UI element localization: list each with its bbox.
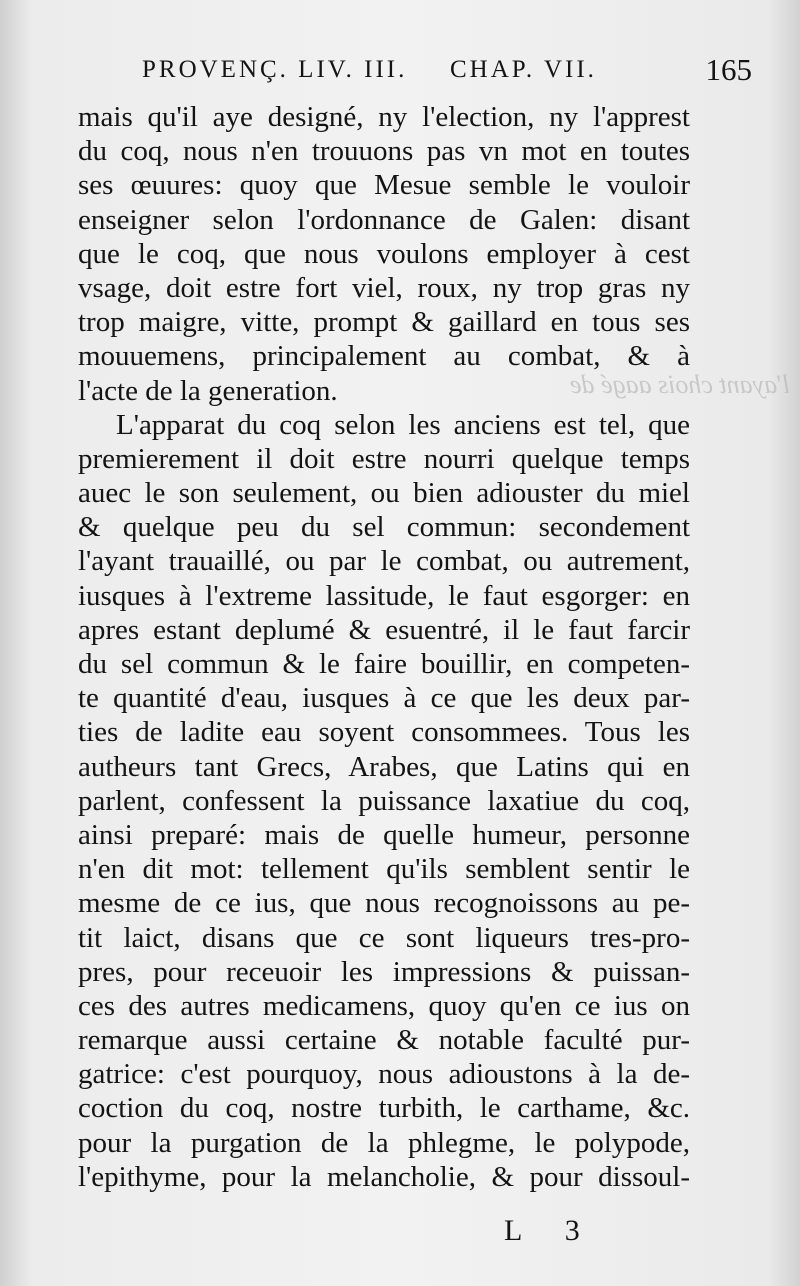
- text-line: du coq, nous n'en trouuons pas vn mot en toutes: [78, 135, 690, 168]
- signature-mark: L 3: [504, 1214, 598, 1247]
- text-line: ces des autres medicamens, quoy qu'en ce ius on: [78, 989, 690, 1022]
- text-line: apres estant deplumé & esuentré, il le faut farcir: [78, 613, 690, 646]
- text-line: l'acte de la generation.: [78, 374, 338, 407]
- text-line: l'epithyme, pour la melancholie, & pour dissoul-: [78, 1160, 690, 1193]
- running-head-chapter: CHAP. VII.: [450, 56, 597, 83]
- bleed-through-text: l'ayant chois aagé de: [569, 370, 790, 399]
- text-line: ses œuures: quoy que Mesue semble le vouloir: [78, 169, 690, 202]
- text-line: auec le son seulement, ou bien adiouster du miel: [78, 477, 690, 510]
- text-line: remarque aussi certaine & notable faculté pur-: [78, 1024, 690, 1057]
- page-number: 165: [705, 52, 752, 87]
- text-line: & quelque peu du sel commun: secondement: [78, 511, 690, 544]
- text-line: mouuemens, principalement au combat, & à: [78, 340, 690, 373]
- text-line: ainsi preparé: mais de quelle humeur, personne: [78, 818, 690, 851]
- text-line: premierement il doit estre nourri quelque temps: [78, 442, 690, 475]
- text-line: mais qu'il aye designé, ny l'election, ny l'apprest: [78, 101, 690, 133]
- text-line: que le coq, que nous voulons employer à cest: [78, 237, 690, 270]
- text-line: iusques à l'extreme lassitude, le faut esgorger: en: [78, 579, 690, 612]
- text-line: vsage, doit estre fort viel, roux, ny trop gras ny: [78, 271, 690, 304]
- text-line: parlent, confessent la puissance laxatiue du coq,: [78, 784, 690, 817]
- body-text: [78, 100, 690, 1194]
- text-line: enseigner selon l'ordonnance de Galen: disant: [78, 203, 690, 236]
- text-line: tit laict, disans que ce sont liqueurs tres-pro-: [78, 921, 690, 954]
- text-line: l'ayant trauaillé, ou par le combat, ou autrement,: [78, 545, 690, 578]
- text-line: coction du coq, nostre turbith, le carthame, &c.: [78, 1092, 690, 1125]
- text-line: gatrice: c'est pourquoy, nous adioustons à la de-: [78, 1058, 690, 1091]
- text-line: L'apparat du coq selon les anciens est tel, que: [116, 408, 690, 441]
- text-line: te quantité d'eau, iusques à ce que les deux par-: [78, 682, 690, 715]
- text-line: pour la purgation de la phlegme, le polypode,: [78, 1126, 690, 1159]
- text-line: du sel commun & le faire bouillir, en competen-: [78, 648, 690, 680]
- text-line: autheurs tant Grecs, Arabes, que Latins qui en: [78, 750, 690, 783]
- running-head: [142, 52, 760, 96]
- text-line: pres, pour receuoir les impressions & puissan-: [78, 955, 690, 988]
- running-head-book: PROVENÇ. LIV. III.: [142, 56, 408, 83]
- text-line: n'en dit mot: tellement qu'ils semblent sentir le: [78, 853, 690, 886]
- text-line: mesme de ce ius, que nous recognoissons au pe-: [78, 887, 690, 920]
- text-line: trop maigre, vitte, prompt & gaillard en tous ses: [78, 306, 690, 339]
- text-line: ties de ladite eau soyent consommees. Tous les: [78, 716, 690, 749]
